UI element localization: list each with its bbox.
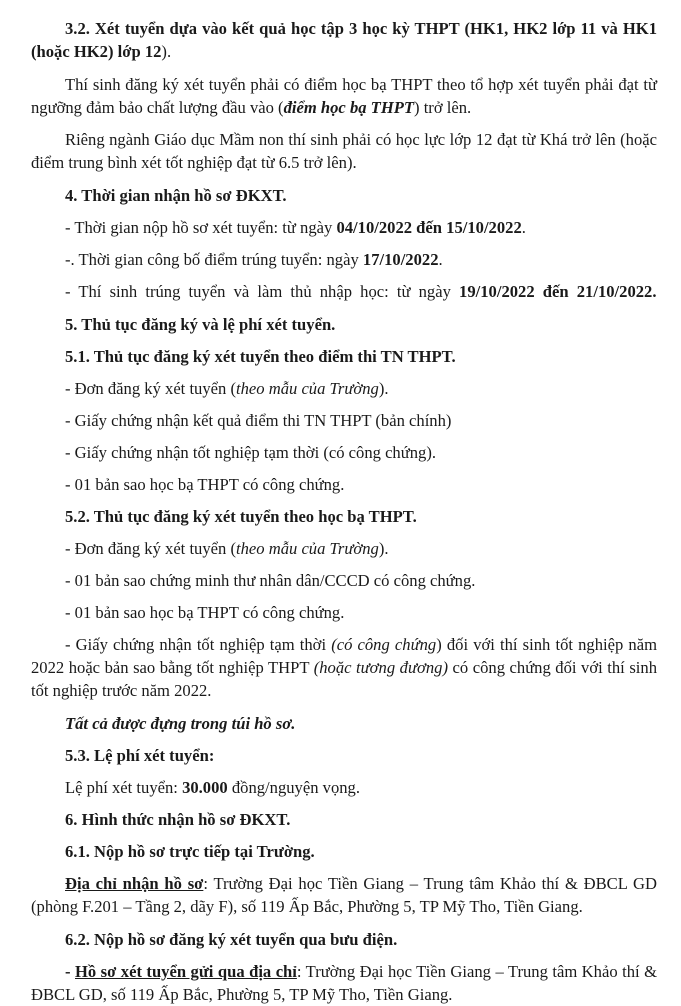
submission-period-label: - Thời gian nộp hồ sơ xét tuyển: từ ngày	[65, 218, 337, 237]
fee-label: Lệ phí xét tuyển:	[65, 778, 183, 797]
list-item-italic: (có công chứng	[331, 635, 437, 654]
enrollment-period	[31, 280, 657, 303]
all-in-bag-note: Tất cả được đựng trong túi hồ sơ.	[65, 714, 296, 733]
list-item: - 01 bản sao học bạ THPT có công chứng.	[65, 603, 345, 622]
section-3-2-heading-tail: ).	[161, 42, 172, 61]
list-item: - 01 bản sao chứng minh thư nhân dân/CCCD có công chứng.	[65, 571, 476, 590]
list-item-end: ).	[378, 379, 389, 398]
list-item-italic: (hoặc tương đương)	[313, 658, 448, 677]
preschool-paragraph: Riêng ngành Giáo dục Mầm non thí sinh phải có học lực lớp 12 đạt từ Khá trở lên (hoặc điểm trung bình xét tốt nghiệp đạt từ 6.5 trở lên).	[31, 130, 657, 172]
section-5-3-heading: 5.3. Lệ phí xét tuyển:	[65, 746, 215, 765]
list-item: - 01 bản sao học bạ THPT có công chứng.	[65, 475, 345, 494]
list-item-text: - Đơn đăng ký xét tuyển (	[65, 539, 236, 558]
direct-address-label: Địa chỉ nhận hồ sơ	[65, 874, 204, 893]
fee-unit: đồng/nguyện vọng.	[227, 778, 360, 797]
direct-address-text: : Trường Đại học Tiền Giang – Trung tâm Khảo thí & ĐBCL GD (phòng F.201 – Tầng 2, dãy F), số 119 Ấp Bắc, Phường 5, TP Mỹ Tho, Tiền Giang.	[31, 874, 658, 916]
enrollment-period-label: - Thí sinh trúng tuyển và làm thủ nhập học: từ ngày	[65, 282, 460, 301]
section-3-2-heading	[31, 17, 657, 63]
submission-period-end: .	[521, 218, 526, 237]
list-item-italic: theo mẫu của Trường	[236, 539, 379, 558]
postal-address-label: Hồ sơ xét tuyển gửi qua địa chỉ	[75, 962, 297, 981]
score-paragraph-emphasis: điểm học bạ THPT	[283, 98, 415, 117]
submission-period	[31, 216, 657, 239]
list-item: - Giấy chứng nhận tốt nghiệp tạm thời (có công chứng).	[65, 443, 436, 462]
list-item	[31, 633, 657, 702]
section-6-1-heading: 6.1. Nộp hồ sơ trực tiếp tại Trường.	[65, 842, 315, 861]
fee-amount: 30.000	[182, 778, 228, 797]
submission-period-dates: 04/10/2022 đến 15/10/2022	[336, 218, 522, 237]
direct-address-paragraph	[31, 872, 657, 918]
score-paragraph-tail: ) trở lên.	[414, 98, 472, 117]
section-5-1-heading: 5.1. Thủ tục đăng ký xét tuyển theo điểm thi TN THPT.	[65, 347, 456, 366]
section-3-2-heading-bold: 3.2. Xét tuyển dựa vào kết quả học tập 3 học kỳ THPT (HK1, HK2 lớp 11 và HK1 (hoặc HK2) lớp 12	[31, 19, 657, 61]
list-item-end: ).	[378, 539, 389, 558]
result-announcement-date: 17/10/2022	[362, 250, 439, 269]
enrollment-period-dates: 19/10/2022 đến 21/10/2022.	[459, 282, 657, 301]
result-announcement-end: .	[438, 250, 443, 269]
score-paragraph-text: Thí sinh đăng ký xét tuyển phải có điểm học bạ THPT theo tổ hợp xét tuyển phải đạt từ ngưỡng đảm bảo chất lượng đầu vào (	[31, 75, 657, 117]
section-6-heading: 6. Hình thức nhận hồ sơ ĐKXT.	[65, 810, 291, 829]
result-announcement	[31, 248, 657, 271]
list-item-text: - Đơn đăng ký xét tuyển (	[65, 379, 236, 398]
postal-address-dash: -	[65, 962, 75, 981]
score-paragraph	[31, 73, 657, 119]
list-item-italic: theo mẫu của Trường	[236, 379, 379, 398]
postal-address-paragraph	[31, 960, 657, 1006]
fee-line	[31, 776, 657, 799]
list-item-text: - Giấy chứng nhận tốt nghiệp tạm thời	[65, 635, 332, 654]
list-item-end: có công chứng đối với thí sinh tốt nghiệp trước năm 2022.	[31, 658, 657, 700]
section-6-2-heading: 6.2. Nộp hồ sơ đăng ký xét tuyển qua bưu điện.	[65, 930, 398, 949]
list-item	[31, 537, 657, 560]
list-item	[31, 377, 657, 400]
section-5-heading: 5. Thủ tục đăng ký và lệ phí xét tuyển.	[65, 315, 336, 334]
section-4-heading: 4. Thời gian nhận hồ sơ ĐKXT.	[65, 186, 287, 205]
section-5-2-heading: 5.2. Thủ tục đăng ký xét tuyển theo học bạ THPT.	[65, 507, 417, 526]
list-item-text: ) đối với thí sinh tốt nghiệp năm 2022 hoặc bản sao bằng tốt nghiệp THPT	[31, 635, 657, 677]
postal-address-text: : Trường Đại học Tiền Giang – Trung tâm Khảo thí & ĐBCL GD, số 119 Ấp Bắc, Phường 5, TP Mỹ Tho, Tiền Giang.	[31, 962, 657, 1004]
list-item: - Giấy chứng nhận kết quả điểm thi TN THPT (bản chính)	[65, 411, 452, 430]
result-announcement-label: -. Thời gian công bố điểm trúng tuyển: ngày	[65, 250, 363, 269]
